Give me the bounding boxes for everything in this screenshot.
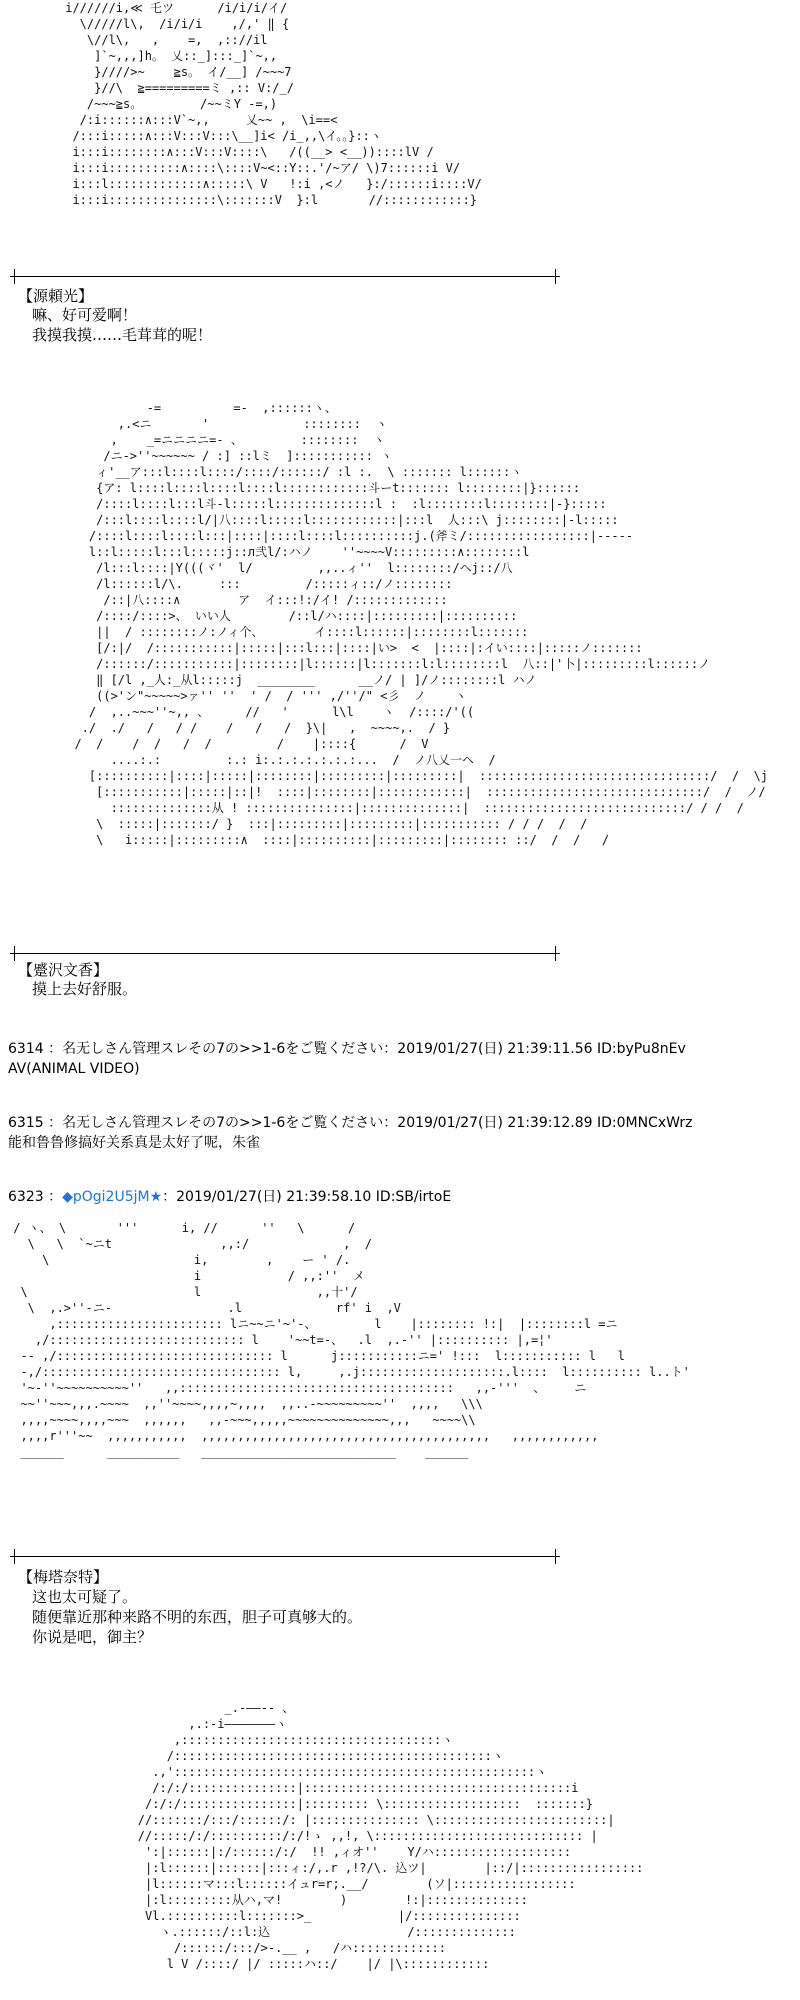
dialogue-line: 我摸我摸……毛茸茸的呢！ xyxy=(32,326,213,344)
panel-divider xyxy=(10,276,560,277)
post-body: 能和鲁鲁修搞好关系真是太好了呢，朱雀 xyxy=(8,1135,260,1151)
dialogue-line: 你说是吧，御主？ xyxy=(32,1628,153,1646)
divider-tick xyxy=(555,1549,556,1564)
post-meta: ：2019/01/27(日) 21:39:58.10 ID:SB/irtoE xyxy=(162,1189,452,1205)
post-body: AV(ANIMAL VIDEO) xyxy=(8,1061,140,1077)
ascii-art-panel-3: / ヽ、 \ ''' i, // '' \ / \ \ `~ニt ,,:/ , / \ i, , ー ' /. i / ,,:'' メ \ l ,,十'/ \ ,.>''‐ニ‐ .l rf' i ,V ,::::::::::::::::::::::: lニ~~ニ'~'-、 l |:::::::: !:| |::::::::l =ニ ,/::::::::::::::::::::::::::: l '~~t=-、 .l ,.-'' |:::::::::: |,=¦' -- ,/:::::::::::::::::::::::::::::: l j:::::::::::ニ=' !::: l::::::::::: l l -,/::::::::::::::::::::::::::::::::: l, ,.j::::::::::::::::::::.l:::: l:::::::::: l..ト' '~-''~~~~~~~~~~'' ,,:::::::::::::::::::::::::::::::::::::: ,,-''' 、 ニ ~~''~~~,,,.~~~~ ,,''~~~~,,,,~,,,, ,,..-~~~~~~~~~'' ,,,, \\\ ,,,,~~~~,,,,~~~ ,,,,,, ,,-~~~,,,,,~~~~~~~~~~~~~~,,, ~~~~\\ ,,,,r'''~~ ,,,,,,,,,,, ,,,,,,,,,,,,,,,,,,,,,,,,,,,,,,,,,,,,,,,, ,,,,,,,,,,,, ______ __________ ___________________________ ______ xyxy=(13,1221,690,1459)
divider-tick xyxy=(14,1549,15,1564)
dialogue-line: 这也太可疑了。 xyxy=(32,1588,138,1606)
dialogue-line: 嘛、好可爱啊！ xyxy=(32,306,138,324)
op-post-header xyxy=(8,1188,451,1206)
speaker-label: 【源頼光】 xyxy=(18,287,94,305)
dialogue-line: 随便靠近那种来路不明的东西，胆子可真够大的。 xyxy=(32,1608,363,1626)
trip-link[interactable]: ◆pOgi2U5jM★ xyxy=(62,1189,163,1205)
divider-tick xyxy=(555,946,556,961)
speaker-label: 【梅塔奈特】 xyxy=(18,1568,109,1586)
ascii-art-panel-4: _.-――-- 、 ,.:‐i―――――――ヽ ,::::::::::::::::::::::::::::::::::::ヽ /::::::::::::::::::::::::::::::::::::::::::::ヽ .,'::::::::::::::::::::::::::::::::::::::::::::::::::ヽ /:/:/:::::::::::::::|:::::::::::::::::::::::::::::::::::::i /:/:/::::::::::::::::|::::::::: \::::::::::::::::::: :::::::} //:::::::/:::/::::::/: |::::::::::::::: \::::::::::::::::::::::::| //:::::/:/::::::::::/:/!ゝ ,,!, \::::::::::::::::::::::::::::: | ':|::::::|:/::::::/:/ !! ,ィオ'' Y/ハ::::::::::::::::::: |:l::::::|::::::|:::ィ:/,.r ,!?/\. 込ツ| |::/|::::::::::::::::: |l::::::マ:::l::::::イュr=r;.__/ (ソ|::::::::::::::::: |:l:::::::::从ハ,マ! ) !:|:::::::::::::: Vl.::::::::::l:::::::>_ |/::::::::::::::: ヽ.::::::/::l:込 /:::::::::::::: /::::::/:::/>-.__ , /ハ::::::::::::: l V /::::/ |/ :::::ハ::/ |/ |\:::::::::::: xyxy=(137,1701,644,1971)
post-number: 6323 ： xyxy=(8,1189,63,1205)
post-header: 6315 ：名无しさん管理スレその7の>>1-6をご覧ください：2019/01/27(日) 21:39:12.89 ID:0MNCxWrz xyxy=(8,1115,693,1131)
ascii-art-panel-2: -= =- ,::::::ヽ、 ,.<ニ ' :::::::: ヽ , _=ニニニニ=- 、 :::::::: ヽ /ニ->''~~~~~~ / :] ::lミ ]::::::::::: ヽ ィ'__ア:::l::::l::::/::::/::::::/ :l :. \ ::::::: l::::::ヽ {ア: l::::l::::l::::l::::l::::::::::::斗ーt::::::: l::::::::|}:::::: /::::l::::l:::l斗-l:::::l::::::::::::::l : :l::::::::l::::::::|-}::::: /:::l::::l::::l/|八::::l:::::l::::::::::::|:::l 人:::\ j::::::::|-l::::: /::::l::::l::::l:::|::::|::::l::::l::::::::::j.(斧ミ/:::::::::::::::::|----- l::l:::::l:::l:::::j::л弐l/:ハノ ''~~~~V:::::::::∧::::::::l /l:::l::::|Y(((ヾ' l/ ,,..ィ'' l::::::::/ヘj::/八 /l::::::l/\. ::: /:::::ィ::/ノ:::::::: /::|八::::∧ ア イ:::!:/イ! /::::::::::::: /::::/::::>、 いい人 /::l/ハ::::|:::::::::|:::::::::: || / ::::::::ノ:ノィ个、 イ::::l::::::|::::::::l::::::: [/:|/ /:::::::::::|:::::|:::l:::|::::|い> < |::::|:イい::::|:::::ノ::::::: /::::::/:::::::::::|::::::::|l::::::|l:::::::l:l::::::::l 八::|'卜|:::::::::l::::::ノ ‖ [/l ,_人:_从l:::::j ________ __ノ/ | ]/ノ::::::::l ハノ ((>'ン"~~~~~>ァ'' '' ' / / ''' ,/''/" <彡 ノ ヽ / ,..~~~''~,, 、 // ' l\l ヽ /::::/'(( ./ ./ / / / / / / }\| , ~~~~,. / } / / / / / / / |::::{ / V ....:.: :.: i:.:.:.:.:.:.:... / ノ八乂一ヘ / [::::::::::|::::|:::::|::::::::|:::::::::|:::::::::| ::::::::::::::::::::::::::::::::/ / \j [:::::::::::|:::::|::|! ::::|::::::::|::::::::::::| ::::::::::::::::::::::::::::::/ / ノ/ ::::::::::::::从 ! :::::::::::::::|::::::::::::::| ::::::::::::::::::::::::::::/ / / / \ :::::|:::::::/ } :::|:::::::::|:::::::::|::::::::::: / / / / / \ i:::::|:::::::::∧ ::::|::::::::::|:::::::::|:::::::: ::/ / / / xyxy=(74,401,769,847)
divider-tick xyxy=(14,269,15,284)
divider-tick xyxy=(14,946,15,961)
dialogue-line: 摸上去好舒服。 xyxy=(32,980,138,998)
panel-divider xyxy=(10,953,560,954)
speaker-label: 【蹙沢文香】 xyxy=(18,961,109,979)
divider-tick xyxy=(555,269,556,284)
ascii-art-panel-1: i//////i,≪ 乇ツ /i/i/i/イ/ \/////l\, /i/i/i ,/,' ‖ { \//l\, , =, ,:://il ]`~,,,]h。 乂::_]:::_]`~,, }////>~ ≧s。 イ/__] /~~~7 }//\ ≧=========ミ ,:: V:/_/ /~~~≧s。 /~~ミY -=,) /:i::::::∧:::V`~,, 乂~~ , \i==< /:::i:::::∧:::V:::V:::\__]i< /i_,,\イ。。}::ヽ i:::i::::::::∧:::V:::V::::\ /((__> <__))::::lV / i:::i::::::::::∧::::\::::V~<::Y::.'/~ア/ \)7::::::i V/ i:::l:::::::::::::∧:::::\ V !:i ,<ノ }:/::::::i::::V/ i:::i:::::::::::::::\:::::::V }:l //::::::::::::} xyxy=(65,1,482,207)
panel-divider xyxy=(10,1556,560,1557)
post-header: 6314 ：名无しさん管理スレその7の>>1-6をご覧ください：2019/01/27(日) 21:39:11.56 ID:byPu8nEv xyxy=(8,1041,686,1057)
